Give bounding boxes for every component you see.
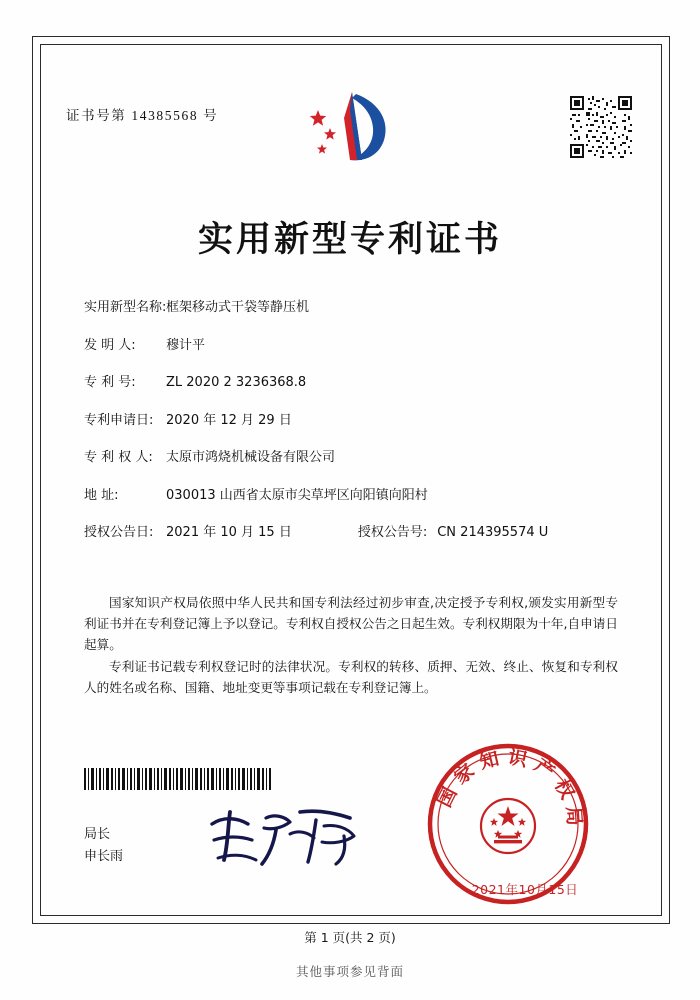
field-row-grant: [84, 521, 624, 540]
cnipa-emblem-icon: [300, 88, 400, 168]
field-value-grant-number: CN 214395574 U: [437, 525, 549, 540]
field-value-patent-no: ZL 2020 2 3236368.8: [166, 375, 307, 390]
field-row: [84, 409, 624, 428]
director-title-label: 局长: [84, 827, 111, 842]
seal-date: 2021年10月15日: [471, 882, 579, 897]
director-name-label: 申长雨: [84, 849, 124, 864]
svg-text:国家知识产权局: 国家知识产权局: [433, 745, 586, 834]
fields-block: [84, 296, 624, 559]
back-side-note: 其他事项参见背面: [295, 964, 404, 979]
field-label-inventor: 发 明 人:: [84, 337, 136, 353]
legal-paragraph-2: 专利证书记载专利权登记时的法律状况。专利权的转移、质押、无效、终止、恢复和专利权人的姓名或名称、国籍、地址变更等事项记载在专利登记簿上。: [84, 659, 618, 695]
field-row: [84, 446, 624, 465]
legal-text-block: [84, 592, 618, 699]
barcode-icon: [84, 768, 274, 790]
page-title: 实用新型专利证书: [197, 220, 502, 260]
field-label-grant-number: 授权公告号:: [357, 525, 428, 540]
field-label-address: 地 址:: [84, 487, 119, 503]
signature-labels: [84, 824, 123, 868]
field-label-application-date: 专利申请日:: [84, 412, 154, 428]
field-label-patent-no: 专 利 号:: [84, 375, 136, 390]
handwritten-signature-icon: [204, 804, 364, 870]
page-indicator: 第 1 页(共 2 页): [304, 930, 396, 945]
certificate-number: 证书号第 14385568 号: [66, 108, 219, 123]
field-row: [84, 296, 624, 315]
field-value-address: 030013 山西省太原市尖草坪区向阳镇向阳村: [166, 487, 428, 503]
qr-code-icon: [570, 96, 632, 158]
field-value-grant-date: 2021 年 10 月 15 日: [166, 525, 292, 540]
field-value-inventor: 穆计平: [166, 337, 206, 353]
field-row: [84, 334, 624, 353]
field-row: [84, 371, 624, 390]
field-value-patentee: 太原市鸿烧机械设备有限公司: [166, 450, 336, 465]
legal-paragraph-1: 国家知识产权局依照中华人民共和国专利法经过初步审查,决定授予专利权,颁发实用新型专利证书并在专利登记簿上予以登记。专利权自授权公告之日起生效。专利权期限为十年,自申请日起算。: [84, 595, 618, 652]
field-label-name: 实用新型名称:: [84, 300, 167, 315]
field-label-grant-date: 授权公告日:: [84, 525, 154, 540]
field-label-patentee: 专 利 权 人:: [84, 450, 153, 465]
field-value-application-date: 2020 年 12 月 29 日: [166, 412, 292, 428]
field-row: [84, 484, 624, 503]
field-value-name: 框架移动式干袋等静压机: [166, 300, 310, 315]
